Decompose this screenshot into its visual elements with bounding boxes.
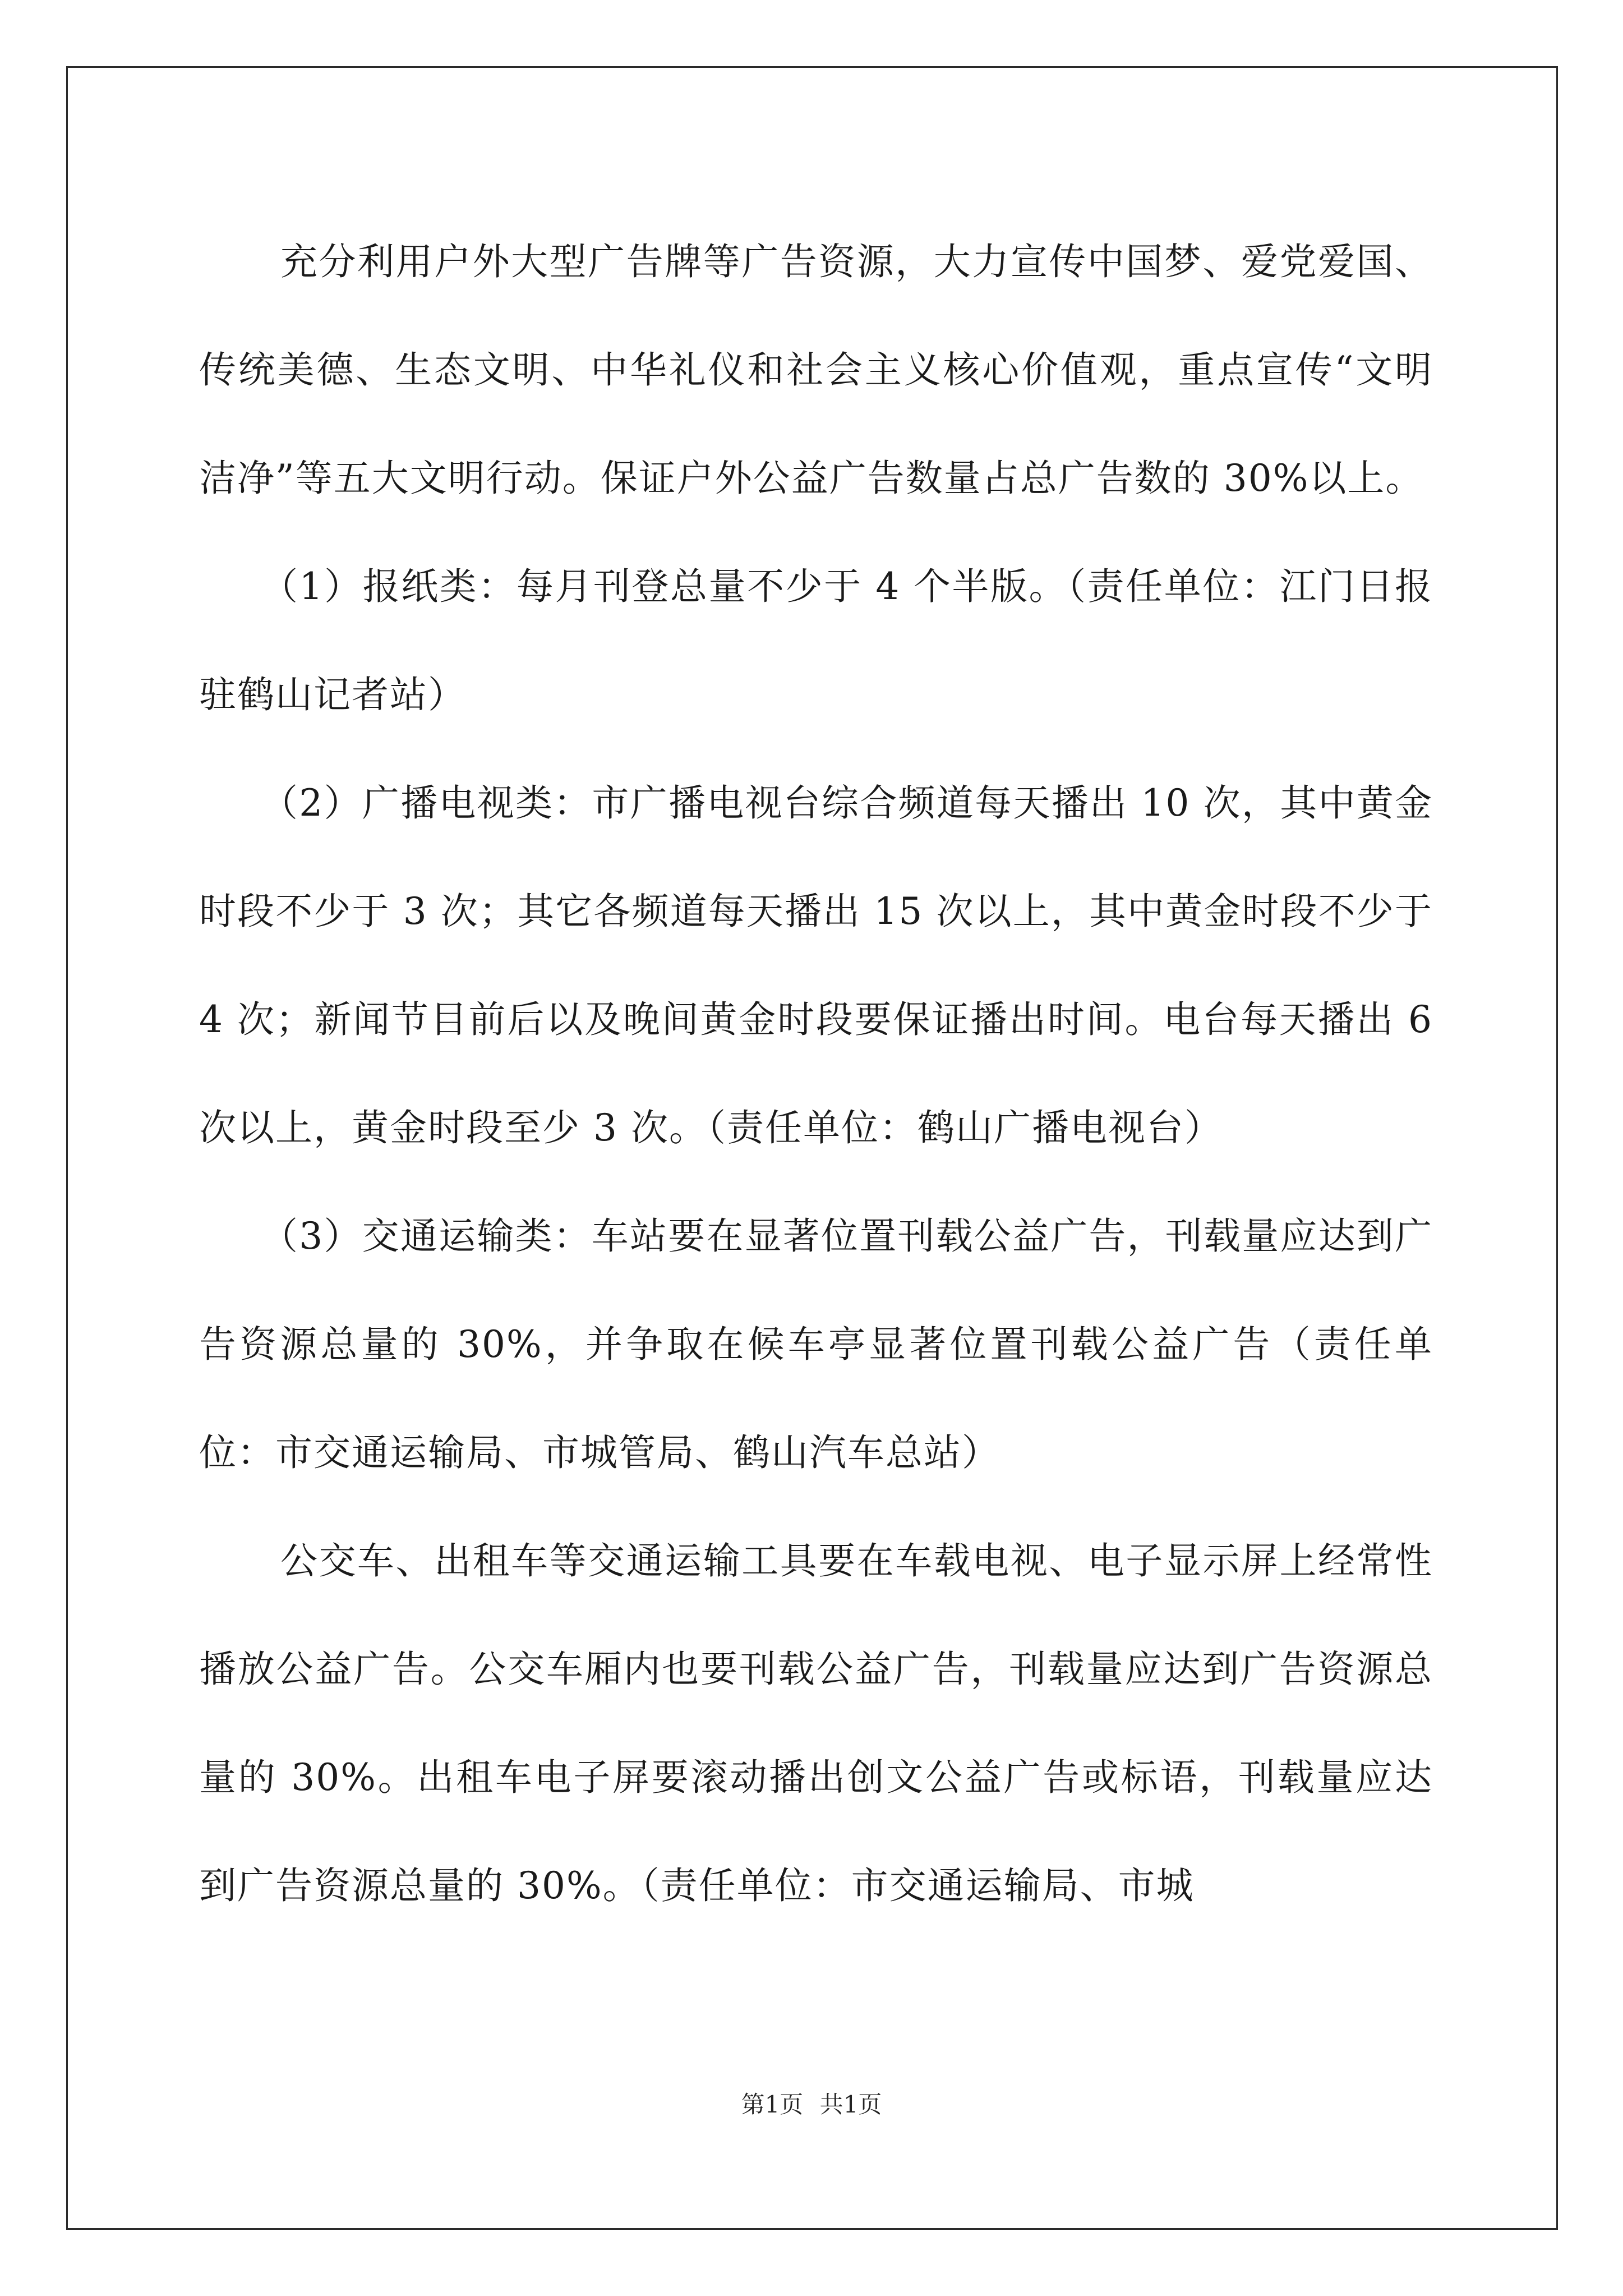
paragraph-outdoor-ads: 充分利用户外大型广告牌等广告资源，大力宣传中国梦、爱党爱国、传统美德、生态文明、中华礼仪和社会主义核心价值观，重点宣传“文明洁净”等五大文明行动。保证户外公益广告数量占总广告数的 30%以上。 <box>199 240 1433 500</box>
page-total: 共1页 <box>819 2091 882 2118</box>
paragraph-broadcast-tv: （2）广播电视类：市广播电视台综合频道每天播出 10 次，其中黄金时段不少于 3 次；其它各频道每天播出 15 次以上，其中黄金时段不少于 4 次；新闻节目前后以及晚间黄金时段要保证播出时间。电台每天播出 6 次以上，黄金时段至少 3 次。（责任单位：鹤山广播电视台） <box>199 781 1433 1149</box>
page-number: 第1页 <box>741 2091 804 2118</box>
document-body <box>199 208 1433 1940</box>
paragraph-bus-taxi: 公交车、出租车等交通运输工具要在车载电视、电子显示屏上经常性播放公益广告。公交车厢内也要刊载公益广告，刊载量应达到广告资源总量的 30%。出租车电子屏要滚动播出创文公益广告或标语，刊载量应达到广告资源总量的 30%。（责任单位：市交通运输局、市城 <box>199 1539 1433 1907</box>
paragraph-newspaper: （1）报纸类：每月刊登总量不少于 4 个半版。（责任单位：江门日报驻鹤山记者站） <box>199 565 1433 716</box>
paragraph-transport: （3）交通运输类：车站要在显著位置刊载公益广告，刊载量应达到广告资源总量的 30%，并争取在候车亭显著位置刊载公益广告（责任单位：市交通运输局、市城管局、鹤山汽车总站） <box>199 1214 1433 1474</box>
page-footer <box>0 2088 1623 2122</box>
